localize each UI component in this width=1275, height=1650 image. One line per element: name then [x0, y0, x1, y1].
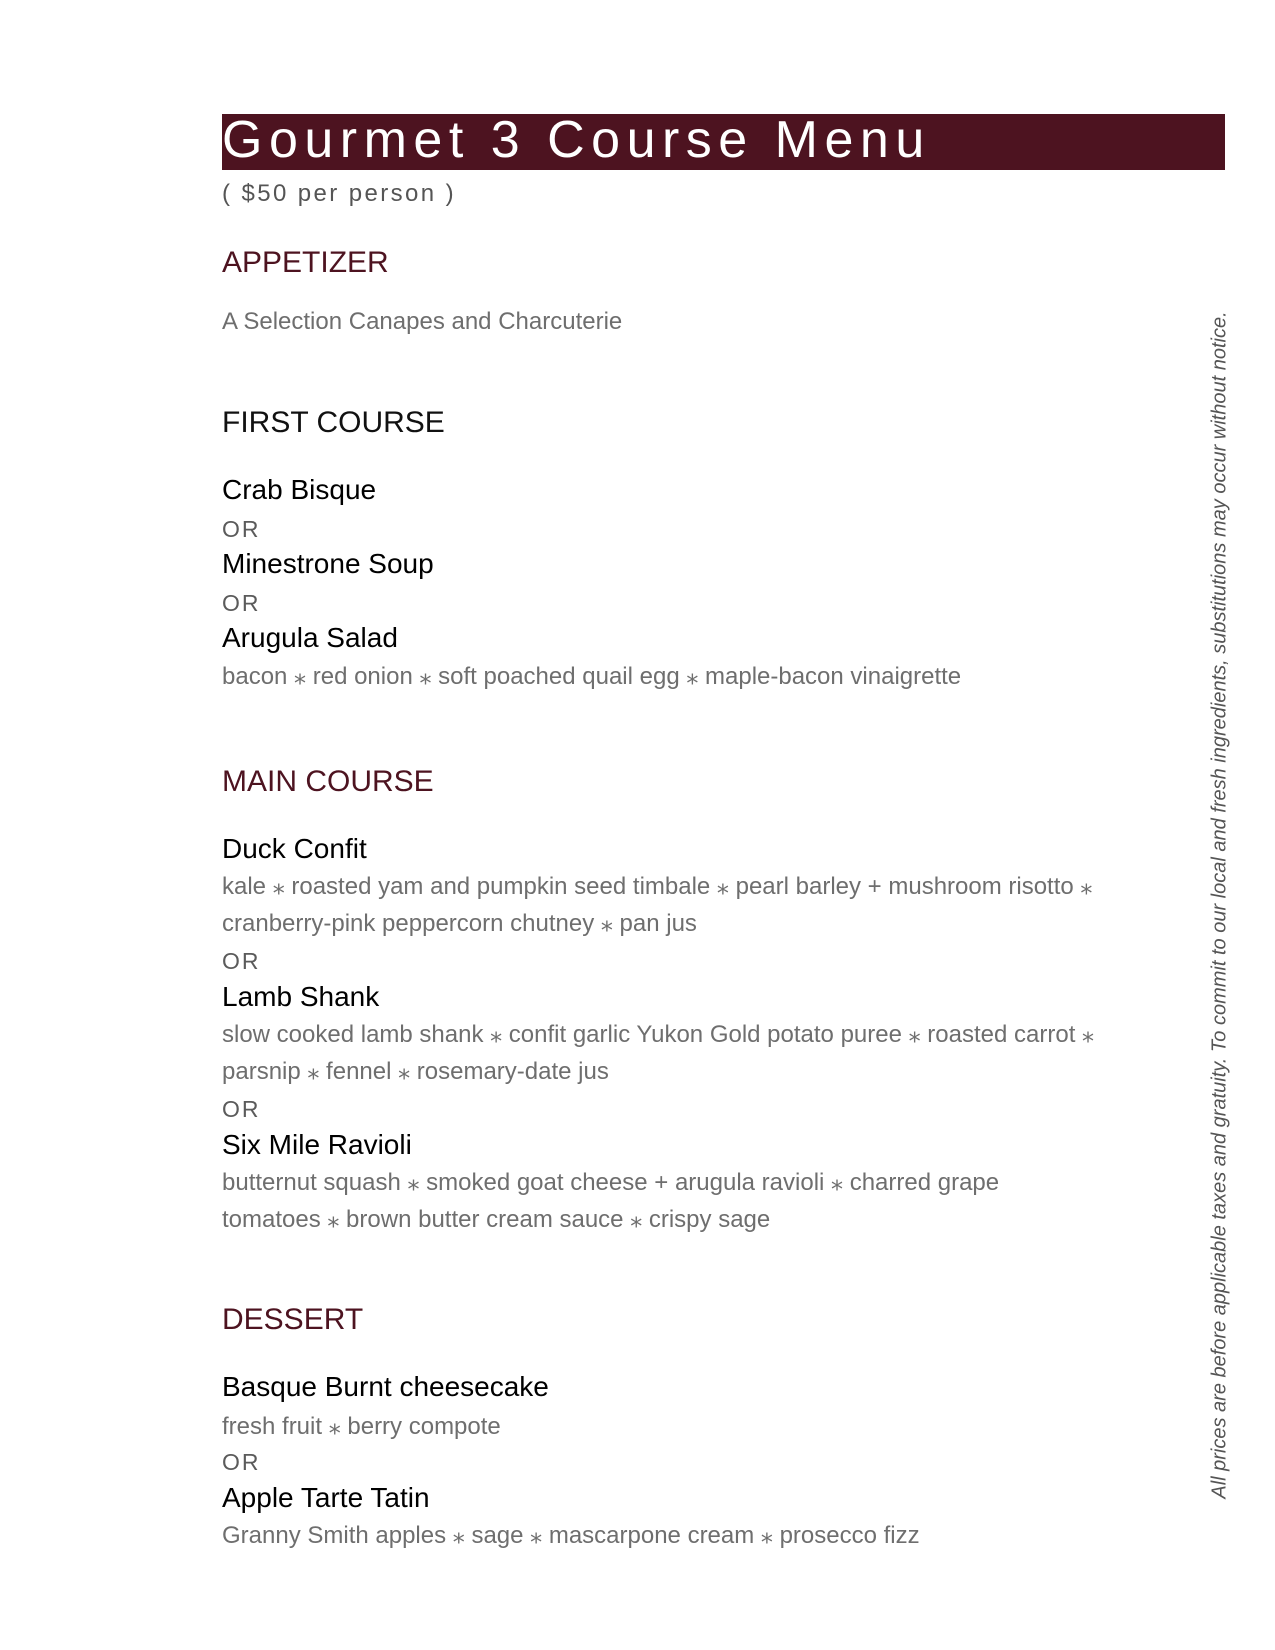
- menu-title: Gourmet 3 Course Menu: [222, 111, 931, 169]
- dessert-heading: DESSERT: [222, 1303, 364, 1336]
- six-mile-ravioli-description-line-1: butternut squash ⁎ smoked goat cheese + arugula ravioli ⁎ charred grape: [222, 1169, 1000, 1196]
- arugula-salad-description: bacon ⁎ red onion ⁎ soft poached quail egg ⁎ maple-bacon vinaigrette: [222, 663, 962, 690]
- price-per-person: ( $50 per person ): [222, 180, 456, 207]
- dish-lamb-shank: Lamb Shank: [222, 981, 380, 1012]
- dish-basque-burnt-cheesecake: Basque Burnt cheesecake: [222, 1371, 549, 1402]
- six-mile-ravioli-description-line-2: tomatoes ⁎ brown butter cream sauce ⁎ crispy sage: [222, 1206, 771, 1233]
- or-separator: OR: [222, 948, 261, 974]
- appetizer-heading: APPETIZER: [222, 246, 389, 279]
- duck-confit-description-line-1: kale ⁎ roasted yam and pumpkin seed timbale ⁎ pearl barley + mushroom risotto ⁎: [222, 873, 1093, 900]
- dish-duck-confit: Duck Confit: [222, 833, 367, 864]
- main-course-heading: MAIN COURSE: [222, 765, 434, 798]
- lamb-shank-description-line-1: slow cooked lamb shank ⁎ confit garlic Yukon Gold potato puree ⁎ roasted carrot ⁎: [222, 1021, 1095, 1048]
- appetizer-description: A Selection Canapes and Charcuterie: [222, 308, 623, 335]
- or-separator: OR: [222, 590, 261, 616]
- dish-minestrone-soup: Minestrone Soup: [222, 548, 434, 579]
- or-separator: OR: [222, 516, 261, 542]
- dish-apple-tarte-tatin: Apple Tarte Tatin: [222, 1482, 430, 1513]
- apple-tarte-tatin-description: Granny Smith apples ⁎ sage ⁎ mascarpone cream ⁎ prosecco fizz: [222, 1522, 920, 1549]
- duck-confit-description-line-2: cranberry-pink peppercorn chutney ⁎ pan jus: [222, 910, 697, 937]
- or-separator: OR: [222, 1096, 261, 1122]
- dish-six-mile-ravioli: Six Mile Ravioli: [222, 1129, 412, 1160]
- basque-cheesecake-description: fresh fruit ⁎ berry compote: [222, 1413, 501, 1440]
- lamb-shank-description-line-2: parsnip ⁎ fennel ⁎ rosemary-date jus: [222, 1058, 609, 1085]
- or-separator: OR: [222, 1449, 261, 1475]
- first-course-heading: FIRST COURSE: [222, 406, 445, 439]
- dish-arugula-salad: Arugula Salad: [222, 622, 398, 653]
- side-note-disclaimer: All prices are before applicable taxes and gratuity. To commit to our local and fresh ingredients, substitutions may occur without notice.: [1208, 311, 1231, 1499]
- dish-crab-bisque: Crab Bisque: [222, 474, 377, 505]
